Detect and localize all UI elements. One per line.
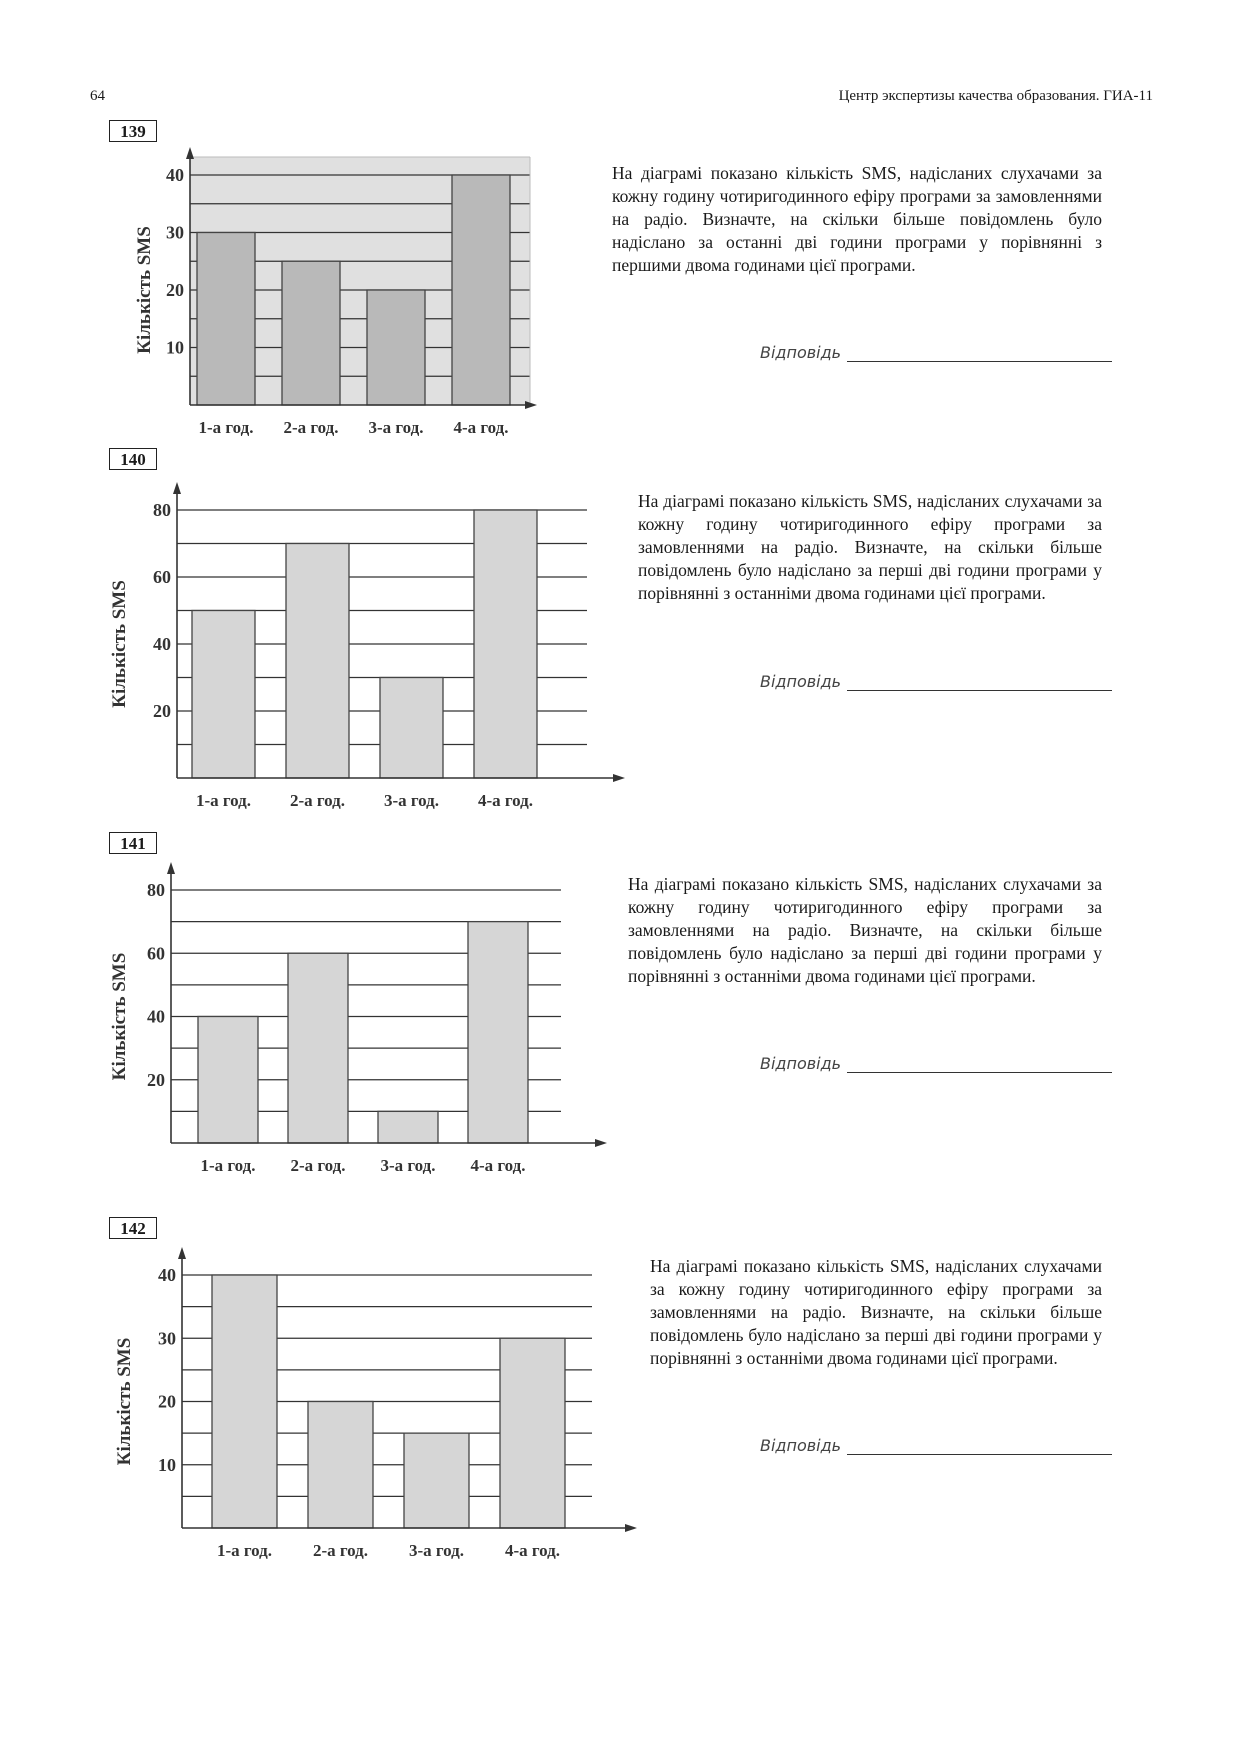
answer-line[interactable] [760, 672, 1112, 691]
y-tick-label: 30 [158, 1328, 176, 1349]
y-tick-label: 20 [153, 701, 171, 721]
y-tick-label: 30 [166, 222, 184, 243]
x-category-label: 3-а год. [368, 418, 424, 437]
y-tick-label: 10 [158, 1454, 176, 1475]
x-category-label: 3-а год. [380, 1156, 436, 1175]
bar [308, 1402, 373, 1529]
x-category-label: 4-а год. [470, 1156, 526, 1175]
y-tick-label: 60 [147, 943, 165, 964]
x-axis-arrow [595, 1139, 607, 1147]
bar [212, 1275, 277, 1528]
y-axis-arrow [186, 147, 194, 159]
y-tick-label: 80 [147, 880, 165, 900]
answer-line[interactable] [760, 343, 1112, 362]
x-axis-arrow [625, 1524, 637, 1532]
task-number: 142 [109, 1217, 157, 1239]
x-category-label: 2-а год. [290, 1156, 346, 1175]
y-tick-label: 60 [153, 567, 171, 587]
answer-label: Відповідь [760, 1436, 842, 1455]
y-tick-label: 20 [166, 280, 184, 300]
x-category-label: 4-а год. [504, 1541, 561, 1560]
x-axis-arrow [613, 774, 625, 782]
bar-chart-142 [105, 1240, 645, 1580]
y-axis-title: Кількість SMS [109, 952, 130, 1081]
bar [288, 953, 348, 1143]
task-number: 139 [109, 120, 157, 142]
bar [404, 1433, 469, 1528]
bar [282, 261, 340, 405]
y-tick-label: 40 [166, 165, 184, 185]
x-category-label: 2-а год. [283, 418, 339, 437]
x-category-label: 4-а год. [477, 791, 534, 810]
bar [500, 1338, 565, 1528]
bar-chart-139 [130, 140, 590, 440]
x-category-label: 3-а год. [408, 1541, 465, 1560]
task-text: На діаграмі показано кількість SMS, надісланих слухачами за кожну годину чотиригодинного ефіру програми за замовленнями на радіо. Визначте, на скільки більше повідомлень було надіслано за перші дві години програми у порівнянні з останніми двома годинами цієї програми. [650, 1256, 1102, 1368]
task-text: На діаграмі показано кількість SMS, надісланих слухачами за кожну годину чотиригодинного ефіру програми за замовленнями на радіо. Визначте, на скільки більше повідомлень було надіслано за перші дві години програми у порівнянні з останніми двома годинами цієї програми. [628, 874, 1102, 986]
y-tick-label: 20 [147, 1069, 165, 1090]
task-text: На діаграмі показано кількість SMS, надісланих слухачами за кожну годину чотиригодинного ефіру програми за замовленнями на радіо. Визначте, на скільки більше повідомлень було надіслано за останні дві години програми у порівнянні з першими двома годинами цієї програми. [612, 163, 1102, 275]
y-tick-label: 20 [158, 1391, 176, 1412]
bar [452, 175, 510, 405]
y-axis-arrow [178, 1247, 186, 1259]
y-tick-label: 10 [166, 337, 184, 358]
bar-chart-141 [105, 860, 625, 1200]
x-category-label: 2-а год. [312, 1541, 369, 1560]
answer-line[interactable] [760, 1054, 1112, 1073]
y-axis-title: Кількість SMS [134, 226, 155, 354]
bar [380, 678, 443, 779]
bar [198, 1017, 258, 1144]
bar [468, 922, 528, 1143]
y-axis-title: Кількість SMS [109, 580, 130, 708]
answer-line[interactable] [760, 1436, 1112, 1455]
y-tick-label: 40 [158, 1265, 176, 1285]
y-tick-label: 40 [147, 1006, 165, 1027]
bar-chart-140 [105, 470, 625, 820]
y-axis-arrow [167, 862, 175, 874]
bar [378, 1111, 438, 1143]
x-axis-arrow [525, 401, 537, 409]
bar [367, 290, 425, 405]
x-category-label: 3-а год. [383, 791, 440, 810]
y-axis-title: Кількість SMS [114, 1337, 135, 1466]
task-text: На діаграмі показано кількість SMS, надісланих слухачами за кожну годину чотиригодинного ефіру програми за замовленнями на радіо. Визначте, на скільки більше повідомлень було надіслано за перші дві години програми у порівнянні з останніми двома годинами цієї програми. [638, 491, 1102, 603]
y-tick-label: 40 [153, 634, 171, 654]
task-number: 140 [109, 448, 157, 470]
x-category-label: 1-а год. [216, 1541, 273, 1560]
y-axis-arrow [173, 482, 181, 494]
x-category-label: 4-а год. [453, 418, 509, 437]
answer-label: Відповідь [760, 1054, 842, 1073]
answer-label: Відповідь [760, 672, 842, 691]
x-category-label: 1-а год. [198, 418, 254, 437]
x-category-label: 2-а год. [289, 791, 346, 810]
y-tick-label: 80 [153, 500, 171, 520]
task-number: 141 [109, 832, 157, 854]
bar [192, 611, 255, 779]
bar [286, 544, 349, 779]
x-category-label: 1-а год. [195, 791, 252, 810]
bar [197, 233, 255, 406]
x-category-label: 1-а год. [200, 1156, 256, 1175]
answer-label: Відповідь [760, 343, 842, 362]
page-number: 64 [90, 88, 105, 104]
bar [474, 510, 537, 778]
running-header: Центр экспертизы качества образования. ГИА-11 [838, 88, 1153, 104]
